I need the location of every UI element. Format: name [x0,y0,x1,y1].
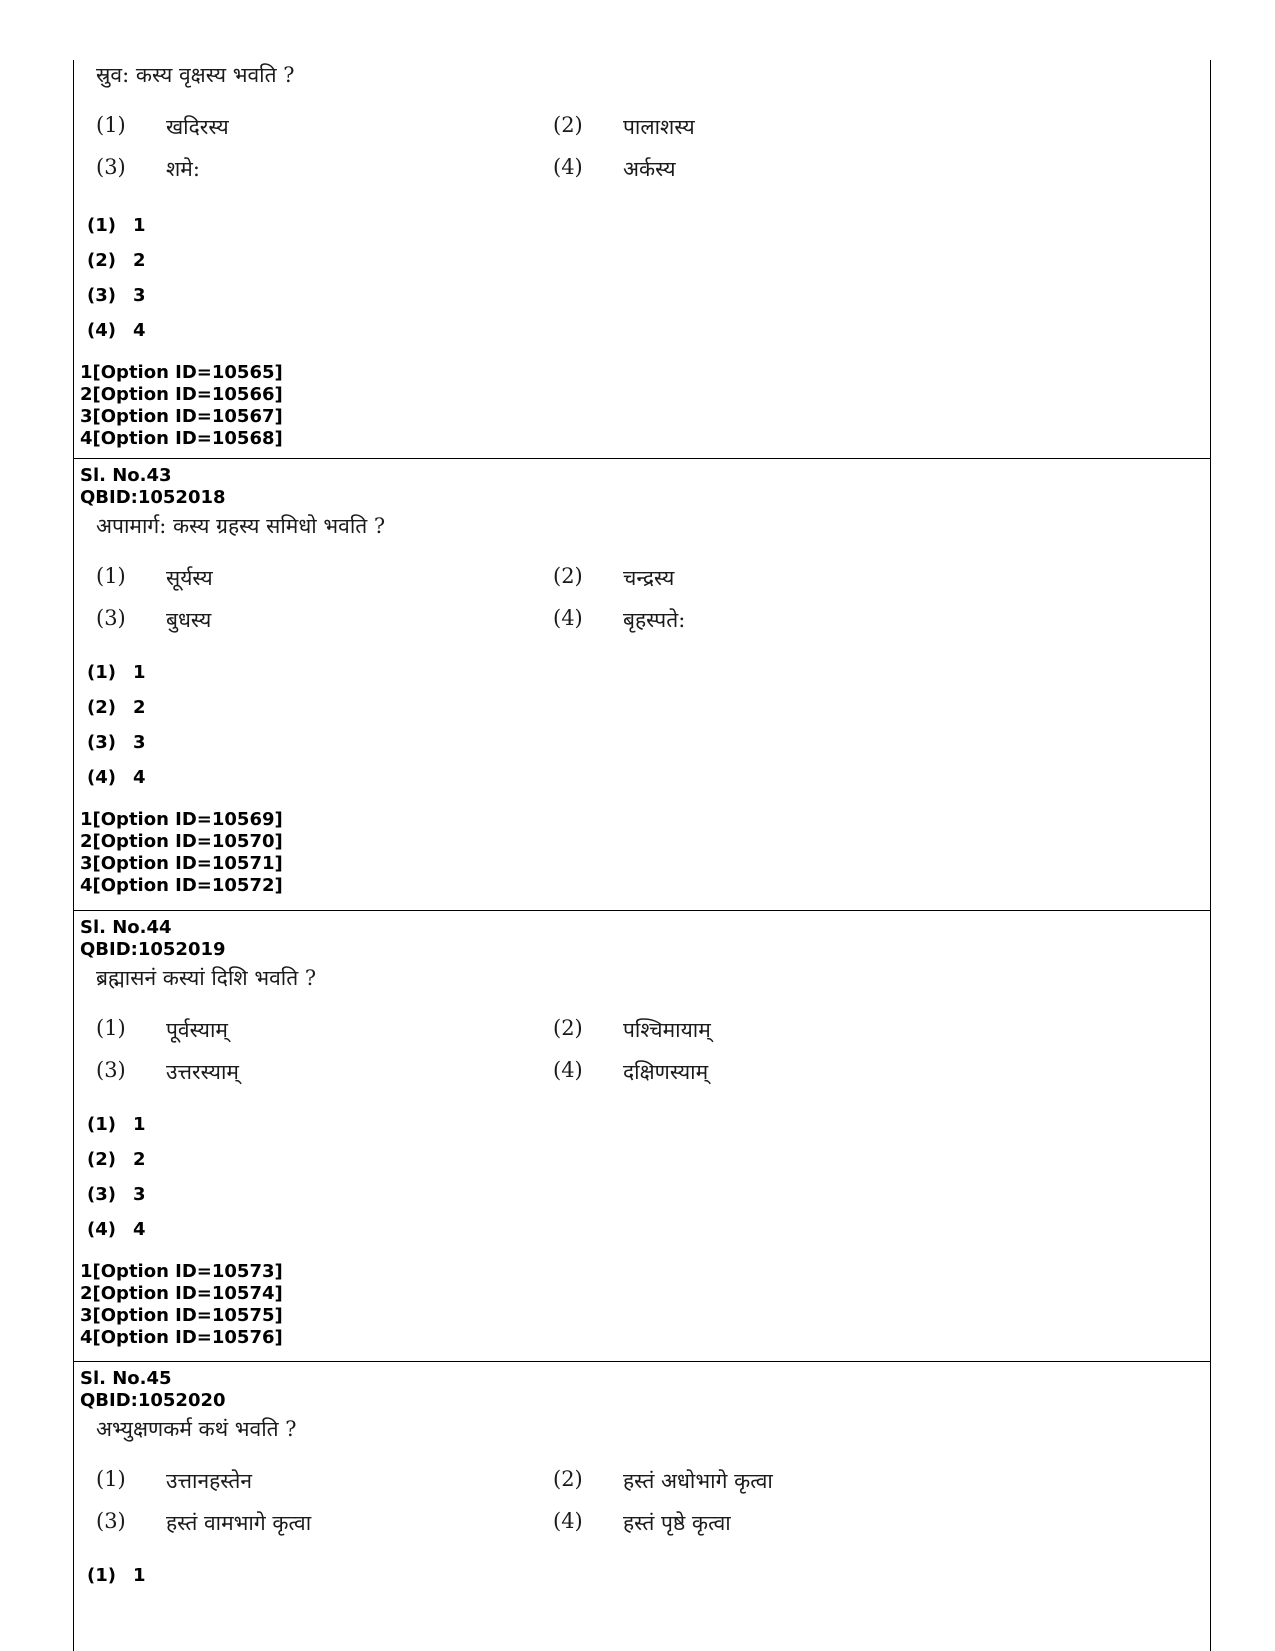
answer-number: (4) [87,767,116,788]
option-text: हस्तं वामभागे कृत्वा [166,1511,312,1535]
answer-choice-3 [87,725,1210,760]
question-text: स्रुव: कस्य वृक्षस्य भवति ? [96,63,295,87]
qbid: QBID:1052018 [80,487,226,508]
option-number: (4) [553,1058,583,1082]
answer-value: 1 [133,215,146,236]
option-text: उत्तरस्याम् [166,1060,239,1084]
option-ids [80,809,1210,897]
option-1 [96,1016,553,1044]
options-row [96,1502,1210,1544]
qbid: QBID:1052020 [80,1390,226,1411]
options-grid [96,1009,1210,1093]
option-ids [80,362,1210,450]
answer-value: 2 [133,1149,146,1170]
answer-value: 1 [133,1114,146,1135]
answer-value: 4 [133,767,146,788]
option-number: (1) [96,1016,126,1040]
option-number: (2) [553,1016,583,1040]
option-4 [553,1509,1010,1537]
answer-value: 1 [133,1565,146,1586]
options-grid [96,557,1210,641]
option-2 [553,1016,1010,1044]
option-id: 3[Option ID=10575] [80,1305,283,1326]
answer-number: (4) [87,320,116,341]
option-1 [96,1467,553,1495]
answer-choice-4 [87,1212,1210,1247]
option-text: खदिरस्य [166,115,229,139]
option-text: हस्तं पृष्ठे कृत्वा [623,1511,731,1535]
option-3 [96,1509,553,1537]
answer-choice-1 [87,1558,1210,1593]
answer-choice-2 [87,243,1210,278]
question-block-45 [74,1362,1210,1650]
question-text: ब्रह्मासनं कस्यां दिशि भवति ? [96,966,317,990]
option-id: 2[Option ID=10574] [80,1283,283,1304]
answer-number: (3) [87,732,116,753]
answer-number: (1) [87,1114,116,1135]
answer-number: (2) [87,1149,116,1170]
answer-number: (1) [87,662,116,683]
answer-value: 3 [133,1184,146,1205]
question-block-44 [74,911,1210,1362]
option-text: हस्तं अधोभागे कृत्वा [623,1469,773,1493]
options-row [96,106,1210,148]
answer-number: (4) [87,1219,116,1240]
question-block-43 [74,459,1210,911]
option-3 [96,1058,553,1086]
answer-number: (3) [87,285,116,306]
answer-choice-1 [87,208,1210,243]
option-id: 4[Option ID=10576] [80,1327,283,1348]
option-id: 4[Option ID=10572] [80,875,283,896]
option-text: पश्चिमायाम् [623,1018,711,1042]
option-text: पालाशस्य [623,115,695,139]
answer-choice-4 [87,760,1210,795]
answer-choices [87,1558,1210,1593]
option-text: अर्कस्य [623,157,676,181]
option-id: 4[Option ID=10568] [80,428,283,449]
option-number: (3) [96,155,126,179]
option-number: (4) [553,155,583,179]
option-4 [553,1058,1010,1086]
question-header [80,1368,1210,1412]
question-header [80,465,1210,509]
option-id: 2[Option ID=10566] [80,384,283,405]
answer-choices [87,208,1210,348]
option-id: 1[Option ID=10569] [80,809,283,830]
answer-choice-4 [87,313,1210,348]
option-text: शमे: [166,157,200,181]
option-id: 1[Option ID=10565] [80,362,283,383]
question-paper-page [73,60,1211,1651]
answer-number: (3) [87,1184,116,1205]
options-grid [96,106,1210,190]
answer-choice-2 [87,1142,1210,1177]
option-2 [553,1467,1010,1495]
option-1 [96,113,553,141]
answer-choice-3 [87,1177,1210,1212]
options-row [96,148,1210,190]
question-text: अपामार्ग: कस्य ग्रहस्य समिधो भवति ? [96,514,386,538]
serial-number: Sl. No.45 [80,1368,172,1389]
option-4 [553,606,1010,634]
options-grid [96,1460,1210,1544]
answer-choice-2 [87,690,1210,725]
option-id: 3[Option ID=10571] [80,853,283,874]
answer-value: 4 [133,1219,146,1240]
option-text: बुधस्य [166,608,212,632]
answer-choices [87,655,1210,795]
option-number: (1) [96,113,126,137]
answer-number: (1) [87,215,116,236]
serial-number: Sl. No.43 [80,465,172,486]
option-1 [96,564,553,592]
option-number: (3) [96,606,126,630]
option-number: (4) [553,1509,583,1533]
options-row [96,1009,1210,1051]
options-row [96,557,1210,599]
serial-number: Sl. No.44 [80,917,172,938]
option-number: (3) [96,1058,126,1082]
answer-value: 2 [133,250,146,271]
option-text: दक्षिणस्याम् [623,1060,709,1084]
question-header [80,917,1210,961]
option-id: 3[Option ID=10567] [80,406,283,427]
option-text: पूर्वस्याम् [166,1018,228,1042]
option-3 [96,155,553,183]
question-text: अभ्युक्षणकर्म कथं भवति ? [96,1417,297,1441]
question-block-42 [74,60,1210,459]
option-text: सूर्यस्य [166,566,213,590]
option-text: चन्द्रस्य [623,566,675,590]
answer-value: 3 [133,732,146,753]
answer-value: 1 [133,662,146,683]
option-number: (3) [96,1509,126,1533]
option-number: (1) [96,1467,126,1491]
option-ids [80,1261,1210,1349]
option-text: बृहस्पते: [623,608,686,632]
answer-value: 3 [133,285,146,306]
answer-number: (2) [87,250,116,271]
answer-choices [87,1107,1210,1247]
option-number: (4) [553,606,583,630]
option-number: (2) [553,113,583,137]
option-id: 2[Option ID=10570] [80,831,283,852]
answer-number: (2) [87,697,116,718]
answer-choice-1 [87,1107,1210,1142]
option-id: 1[Option ID=10573] [80,1261,283,1282]
options-row [96,1460,1210,1502]
option-2 [553,564,1010,592]
answer-choice-3 [87,278,1210,313]
qbid: QBID:1052019 [80,939,226,960]
option-3 [96,606,553,634]
answer-value: 2 [133,697,146,718]
option-4 [553,155,1010,183]
answer-number: (1) [87,1565,116,1586]
options-row [96,599,1210,641]
options-row [96,1051,1210,1093]
option-2 [553,113,1010,141]
option-number: (2) [553,1467,583,1491]
option-text: उत्तानहस्तेन [166,1469,253,1493]
option-number: (2) [553,564,583,588]
option-number: (1) [96,564,126,588]
answer-value: 4 [133,320,146,341]
answer-choice-1 [87,655,1210,690]
